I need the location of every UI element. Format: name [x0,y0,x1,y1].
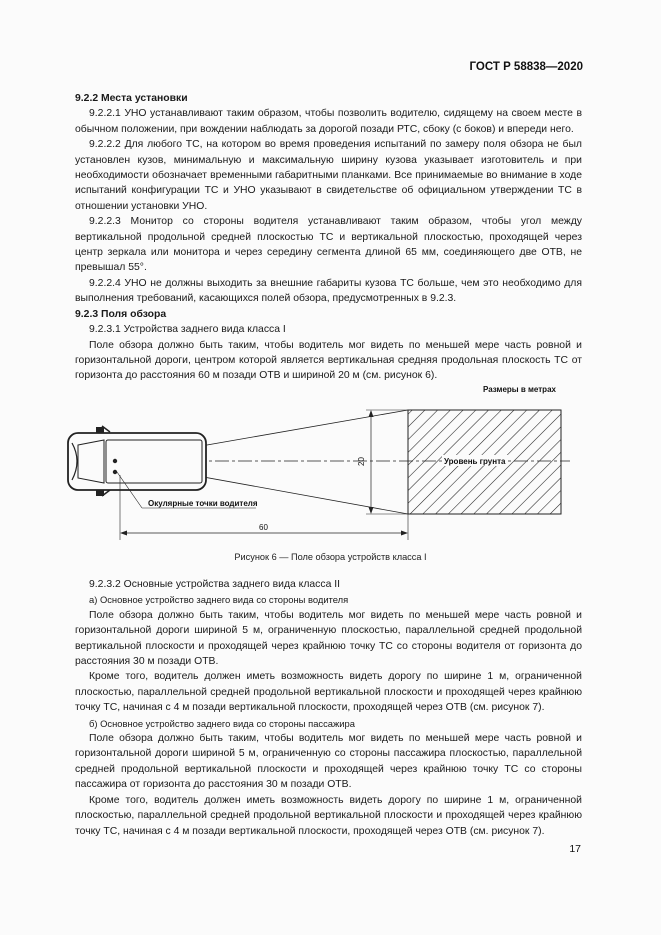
width-value: 20 [357,457,366,466]
item-b-body-1: Поле обзора должно быть таким, чтобы водитель мог видеть по меньшей мере часть ровной и горизонтальной дороги шириной 5 м, ограниченную со стороны пассажира плоскостью, параллельной средней продольной вертикальной плоскости и проходящей через крайнюю точку ТС со стороны пассажира от горизонта до расстояния 30 м позади ОТВ. [75,733,582,791]
standard-header: ГОСТ Р 58838—2020 [469,61,583,73]
item-a-body-1: Поле обзора должно быть таким, чтобы водитель мог видеть по меньшей мере часть ровной и горизонтальной дороги шириной 5 м, ограниченную плоскостью, параллельной средней продольной вертикальной плоскости и проходящей через крайнюю точку ТС со стороны водителя от горизонта до расстояния 30 м позади ОТВ. [75,609,582,668]
paragraph-9-2-2-3: 9.2.2.3 Монитор со стороны водителя устанавливают таким образом, чтобы угол между вертикальной продольной средней плоскостью ТС и вертикальной плоскостью, проходящей через центр зеркала или монитора и через середину сегмента длиной 65 мм, соединяющего две ОТВ, не превышал 55°. [75,216,582,274]
paragraph-9-2-2-2: 9.2.2.2 Для любого ТС, на котором во время проведения испытаний по замеру поля обзора не был установлен кузов, минимальную и максимальную ширину кузова указывает изготовитель и при необходимости обозначает временными габаритными планками. Все принимаемые во внимание в ходе испытаний конфигурации ТС и УНО указывают в свидетельстве об официальном утверждении ТС в отношении установки УНО. [75,139,582,212]
figure-caption: Рисунок 6 — Поле обзора устройств класса I [234,552,427,562]
distance-value: 60 [259,523,268,532]
paragraph-9-2-2-4: 9.2.2.4 УНО не должны выходить за внешние габариты кузова ТС больше, чем это необходимо для выполнения требований, касающихся полей обзора, предусмотренных в 9.2.3. [75,277,582,305]
paragraph-9-2-3-1: 9.2.3.1 Устройства заднего вида класса I [89,324,286,336]
paragraph-9-2-3-2: 9.2.3.2 Основные устройства заднего вида класса II [89,579,341,590]
item-a-title: а) Основное устройство заднего вида со стороны водителя [89,594,349,606]
item-b-title: б) Основное устройство заднего вида со стороны пассажира [89,717,355,729]
heading-9-2-3: 9.2.3 Поля обзора [75,308,167,320]
heading-9-2-2: 9.2.2 Места установки [75,93,188,104]
item-a-body-2: Кроме того, водитель должен иметь возможность видеть дорогу по ширине 1 м, ограниченной плоскостью, параллельной средней продольной вертикальной плоскости и проходящей через крайнюю точку ТС, начиная с 4 м позади вертикальной плоскости, проходящей через ОТВ (см. рисунок 7). [75,671,582,714]
vehicle-outline [68,426,206,496]
figure-6-field-of-view [60,380,600,550]
paragraph-9-2-3-1-body: Поле обзора должно быть таким, чтобы водитель мог видеть по меньшей мере часть ровной и горизонтальной дороги, центром которой является вертикальная средняя продольная плоскость ТС от горизонта до расстояния 60 м позади ОТВ и шириной 20 м (см. рисунок 6). [75,339,582,382]
eye-points-label: Окулярные точки водителя [148,499,258,508]
paragraph-9-2-2-1: 9.2.2.1 УНО устанавливают таким образом, чтобы позволить водителю, сидящему на своем месте в обычном положении, при вождении наблюдать за дорогой позади РТС, сбоку (с боков) и впереди него. [75,108,582,135]
units-note: Размеры в метрах [483,385,556,394]
ground-level-label: Уровень грунта [444,457,506,466]
section-text-top [75,91,582,384]
page-number: 17 [569,843,581,855]
section-text-bottom [75,577,582,839]
item-b-body-2: Кроме того, водитель должен иметь возможность видеть дорогу по ширине 1 м, ограниченной плоскостью, параллельной средней продольной вертикальной плоскости и проходящей через крайнюю точку ТС, начиная с 4 м позади вертикальной плоскости, проходящей через ОТВ (см. рисунок 7). [75,794,582,837]
